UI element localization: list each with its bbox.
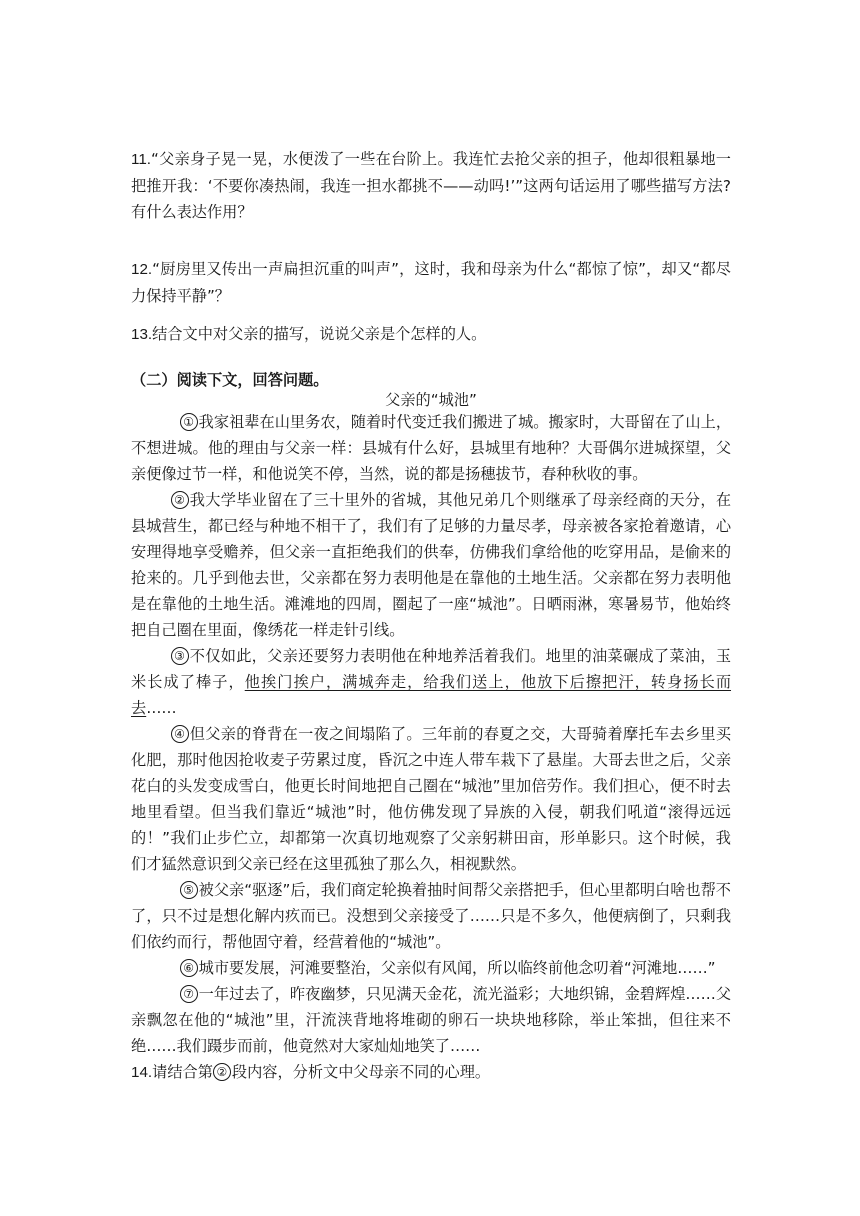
article-body xyxy=(131,409,731,1086)
paragraph-number: ⑦ xyxy=(180,985,198,1003)
paragraph-number: ⑤ xyxy=(180,881,198,899)
question-13 xyxy=(131,321,731,348)
paragraph-number: ④ xyxy=(171,725,189,743)
question-11 xyxy=(131,146,731,225)
question-number: 13. xyxy=(131,326,153,343)
paragraph-text: 一年过去了，昨夜幽梦，只见满天金花，流光溢彩；大地织锦，金碧辉煌……父亲飘忽在他的“城池”里，汗流浃背地将堆砌的卵石一块块地移除，举止笨拙，但往来不绝……我们蹑步而前，他竟然对大家灿灿地笑了…… xyxy=(131,985,731,1055)
paragraph-7 xyxy=(131,981,731,1059)
paragraph-text: 我家祖辈在山里务农，随着时代变迁我们搬进了城。搬家时，大哥留在了山上，不想进城。他的理由与父亲一样：县城有什么好，县城里有地种？大哥偶尔进城探望，父亲便像过节一样，和他说笑不停，当然，说的都是扬穗拔节，春种秋收的事。 xyxy=(131,413,731,483)
section-heading: （二）阅读下文，回答问题。 xyxy=(131,371,329,389)
paragraph-number: ① xyxy=(180,413,198,431)
question-number: 12. xyxy=(131,261,153,278)
paragraph-2 xyxy=(131,487,731,643)
paragraph-1 xyxy=(131,409,731,487)
paragraph-5 xyxy=(131,877,731,955)
paragraph-6 xyxy=(131,955,731,981)
paragraph-text: 但父亲的脊背在一夜之间塌陷了。三年前的春夏之交，大哥骑着摩托车去乡里买化肥，那时他因抢收麦子劳累过度，昏沉之中连人带车栽下了悬崖。大哥去世之后，父亲花白的头发变成雪白，他更长时间地把自己圈在“城池”里加倍劳作。我们担心，便不时去地里看望。但当我们靠近“城池”时，他仿佛发现了异族的入侵，朝我们吼道“滚得远远的！”我们止步伫立，却都第一次真切地观察了父亲躬耕田亩，形单影只。这个时候，我们才猛然意识到父亲已经在这里孤独了那么久，相视默然。 xyxy=(131,725,731,873)
paragraph-number: ③ xyxy=(171,647,189,665)
question-text-end: 段内容，分析文中父母亲不同的心理。 xyxy=(231,1063,491,1081)
question-number: 14. xyxy=(131,1064,153,1081)
article-title: 父亲的“城池” xyxy=(385,391,477,409)
question-text: “父亲身子晃一晃，水便泼了一些在台阶上。我连忙去抢父亲的担子，他却很粗暴地一把推开我：‘不要你凑热闹，我连一担水都挑不——动吗!’”这两句话运用了哪些描写方法?有什么表达作用？ xyxy=(131,150,731,221)
paragraph-number: ⑥ xyxy=(180,959,198,977)
paragraph-text: 我大学毕业留在了三十里外的省城，其他兄弟几个则继承了母亲经商的天分，在县城营生，都已经与种地不相干了，我们有了足够的力量尽孝，母亲被各家抢着邀请，心安理得地享受赡养，但父亲一直拒绝我们的供奉，仿佛我们拿给他的吃穿用品，是偷来的抢来的。几乎到他去世，父亲都在努力表明他是在靠他的土地生活。父亲都在努力表明他是在靠他的土地生活。滩滩地的四周，圈起了一座“城池”。日晒雨淋，寒暑易节，他始终把自己圈在里面，像绣花一样走针引线。 xyxy=(131,491,731,639)
paragraph-ellipsis: …… xyxy=(146,699,177,717)
question-12 xyxy=(131,256,731,309)
question-14 xyxy=(131,1059,731,1086)
paragraph-number: ② xyxy=(171,491,189,509)
paragraph-text: 不仅如此，父亲还要努力表明他在种地养活着我们。地里的油菜碾成了菜油，玉米长成了棒子， xyxy=(131,647,731,691)
paragraph-text: 城市要发展，河滩要整治，父亲似有风闻，所以临终前他念叨着“河滩地……” xyxy=(198,959,716,977)
paragraph-3 xyxy=(131,643,731,721)
question-text: 请结合第 xyxy=(152,1063,213,1081)
question-text: 结合文中对父亲的描写，说说父亲是个怎样的人。 xyxy=(152,325,487,343)
paragraph-reference: ② xyxy=(213,1063,231,1081)
question-number: 11. xyxy=(131,151,151,168)
underlined-sentence: 他挨门挨户，满城奔走，给我们送上，他放下后擦把汗，转身扬长而去 xyxy=(131,673,732,717)
paragraph-4 xyxy=(131,721,731,877)
paragraph-text: 被父亲“驱逐”后，我们商定轮换着抽时间帮父亲搭把手，但心里都明白啥也帮不了，只不过是想化解内疚而已。没想到父亲接受了……只是不多久，他便病倒了，只剩我们依约而行，帮他固守着，经营着他的“城池”。 xyxy=(131,881,731,951)
question-text: “厨房里又传出一声扁担沉重的叫声”，这时，我和母亲为什么“都惊了惊”，却又“都尽力保持平静”？ xyxy=(131,260,731,305)
